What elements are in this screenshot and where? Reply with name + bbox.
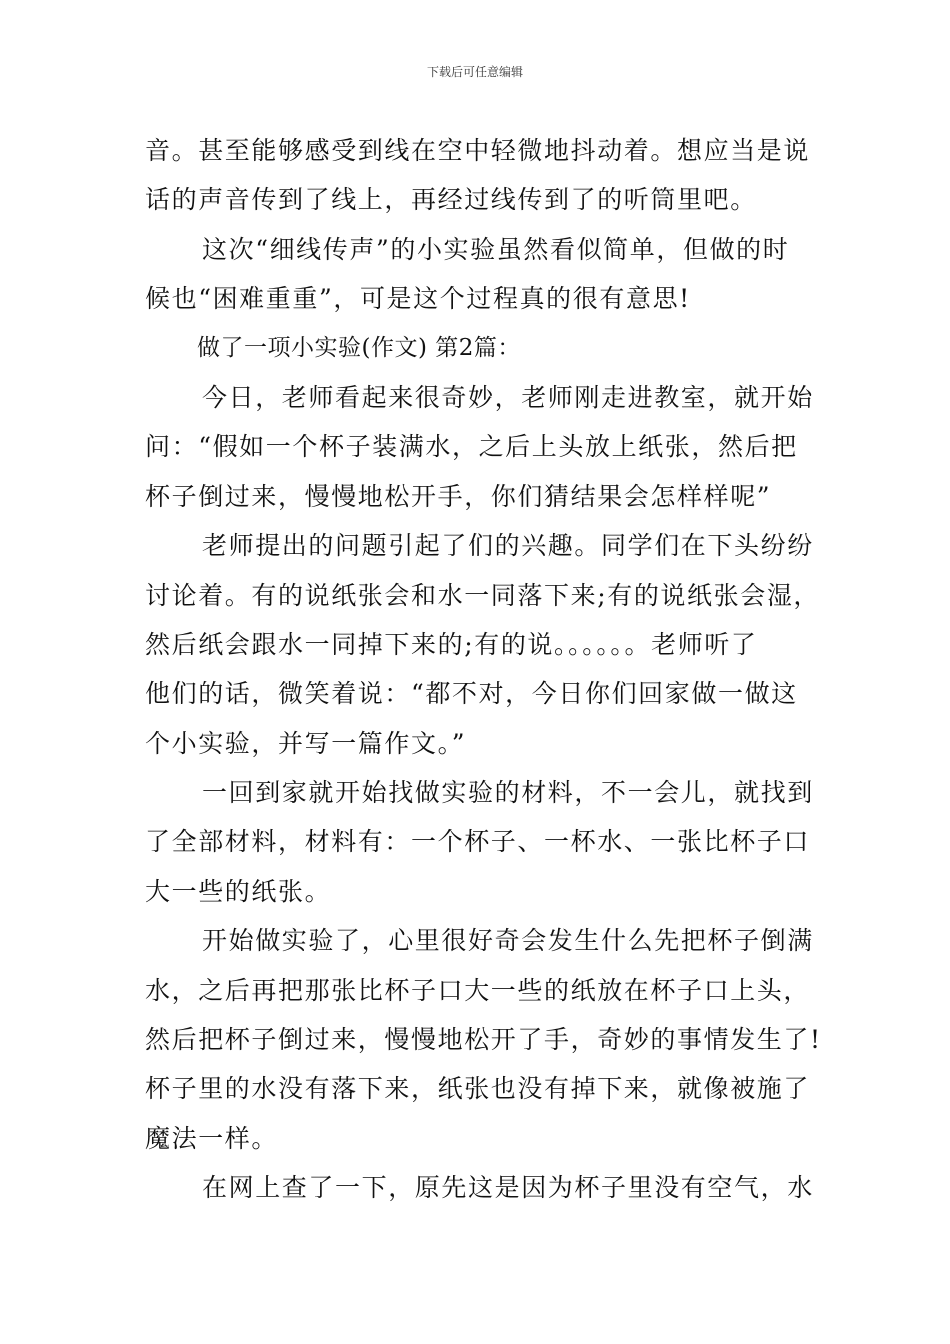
text-line: 个小实验，并写一篇作文。”: [145, 728, 467, 758]
paragraph: [145, 373, 814, 521]
text-line: 开始做实验了，心里很好奇会发生什么先把杯子倒满: [202, 926, 814, 956]
text-line: 魔法一样。: [145, 1123, 279, 1153]
paragraph: [145, 1163, 814, 1212]
text-line: 水，之后再把那张比杯子口大一些的纸放在杯子口上头，: [145, 975, 811, 1005]
text-line: 然后把杯子倒过来，慢慢地松开了手，奇妙的事情发生了!: [145, 1025, 822, 1055]
text-line: 讨论着。有的说纸张会和水一同落下来;有的说纸张会湿，: [145, 580, 821, 610]
heading-text: 做了一项小实验(作文) 第2篇：: [197, 334, 521, 361]
text-line: 候也“困难重重”，可是这个过程真的很有意思!: [145, 284, 691, 314]
text-line: 然后纸会跟水一同掉下来的;有的说。。。。。。老师听了: [145, 629, 758, 659]
page-header: 下载后可任意编辑: [426, 65, 523, 79]
text-line: 一回到家就开始找做实验的材料，不一会儿，就找到: [202, 778, 814, 808]
text-line: 大一些的纸张。: [145, 876, 332, 906]
text-line: 今日，老师看起来很奇妙，老师刚走进教室，就开始: [202, 382, 814, 412]
document-body: [145, 126, 822, 1213]
section-heading: [145, 324, 810, 373]
text-line: 问：“假如一个杯子装满水，之后上头放上纸张，然后把: [145, 432, 798, 462]
text-line: 他们的话，微笑着说：“都不对，今日你们回家做一做这: [145, 679, 798, 709]
text-line: 杯子里的水没有落下来，纸张也没有掉下来，就像被施了: [145, 1074, 811, 1104]
paragraph: [145, 916, 822, 1163]
text-line: 这次“细线传声”的小实验虽然看似简单，但做的时: [202, 234, 790, 264]
text-line: 了全部材料，材料有：一个杯子、一杯水、一张比杯子口: [145, 827, 811, 857]
text-line: 在网上查了一下，原先这是因为杯子里没有空气，水: [202, 1173, 814, 1203]
text-line: 老师提出的问题引起了们的兴趣。同学们在下头纷纷: [202, 531, 814, 561]
text-line: 杯子倒过来，慢慢地松开手，你们猜结果会怎样样呢”: [145, 481, 772, 511]
paragraph: [145, 225, 810, 324]
paragraph: [145, 521, 821, 768]
paragraph: [145, 768, 814, 916]
text-line: 话的声音传到了线上，再经过线传到了的听筒里吧。: [145, 185, 757, 215]
paragraph: [145, 126, 810, 225]
text-line: 音。甚至能够感受到线在空中轻微地抖动着。想应当是说: [145, 136, 811, 165]
